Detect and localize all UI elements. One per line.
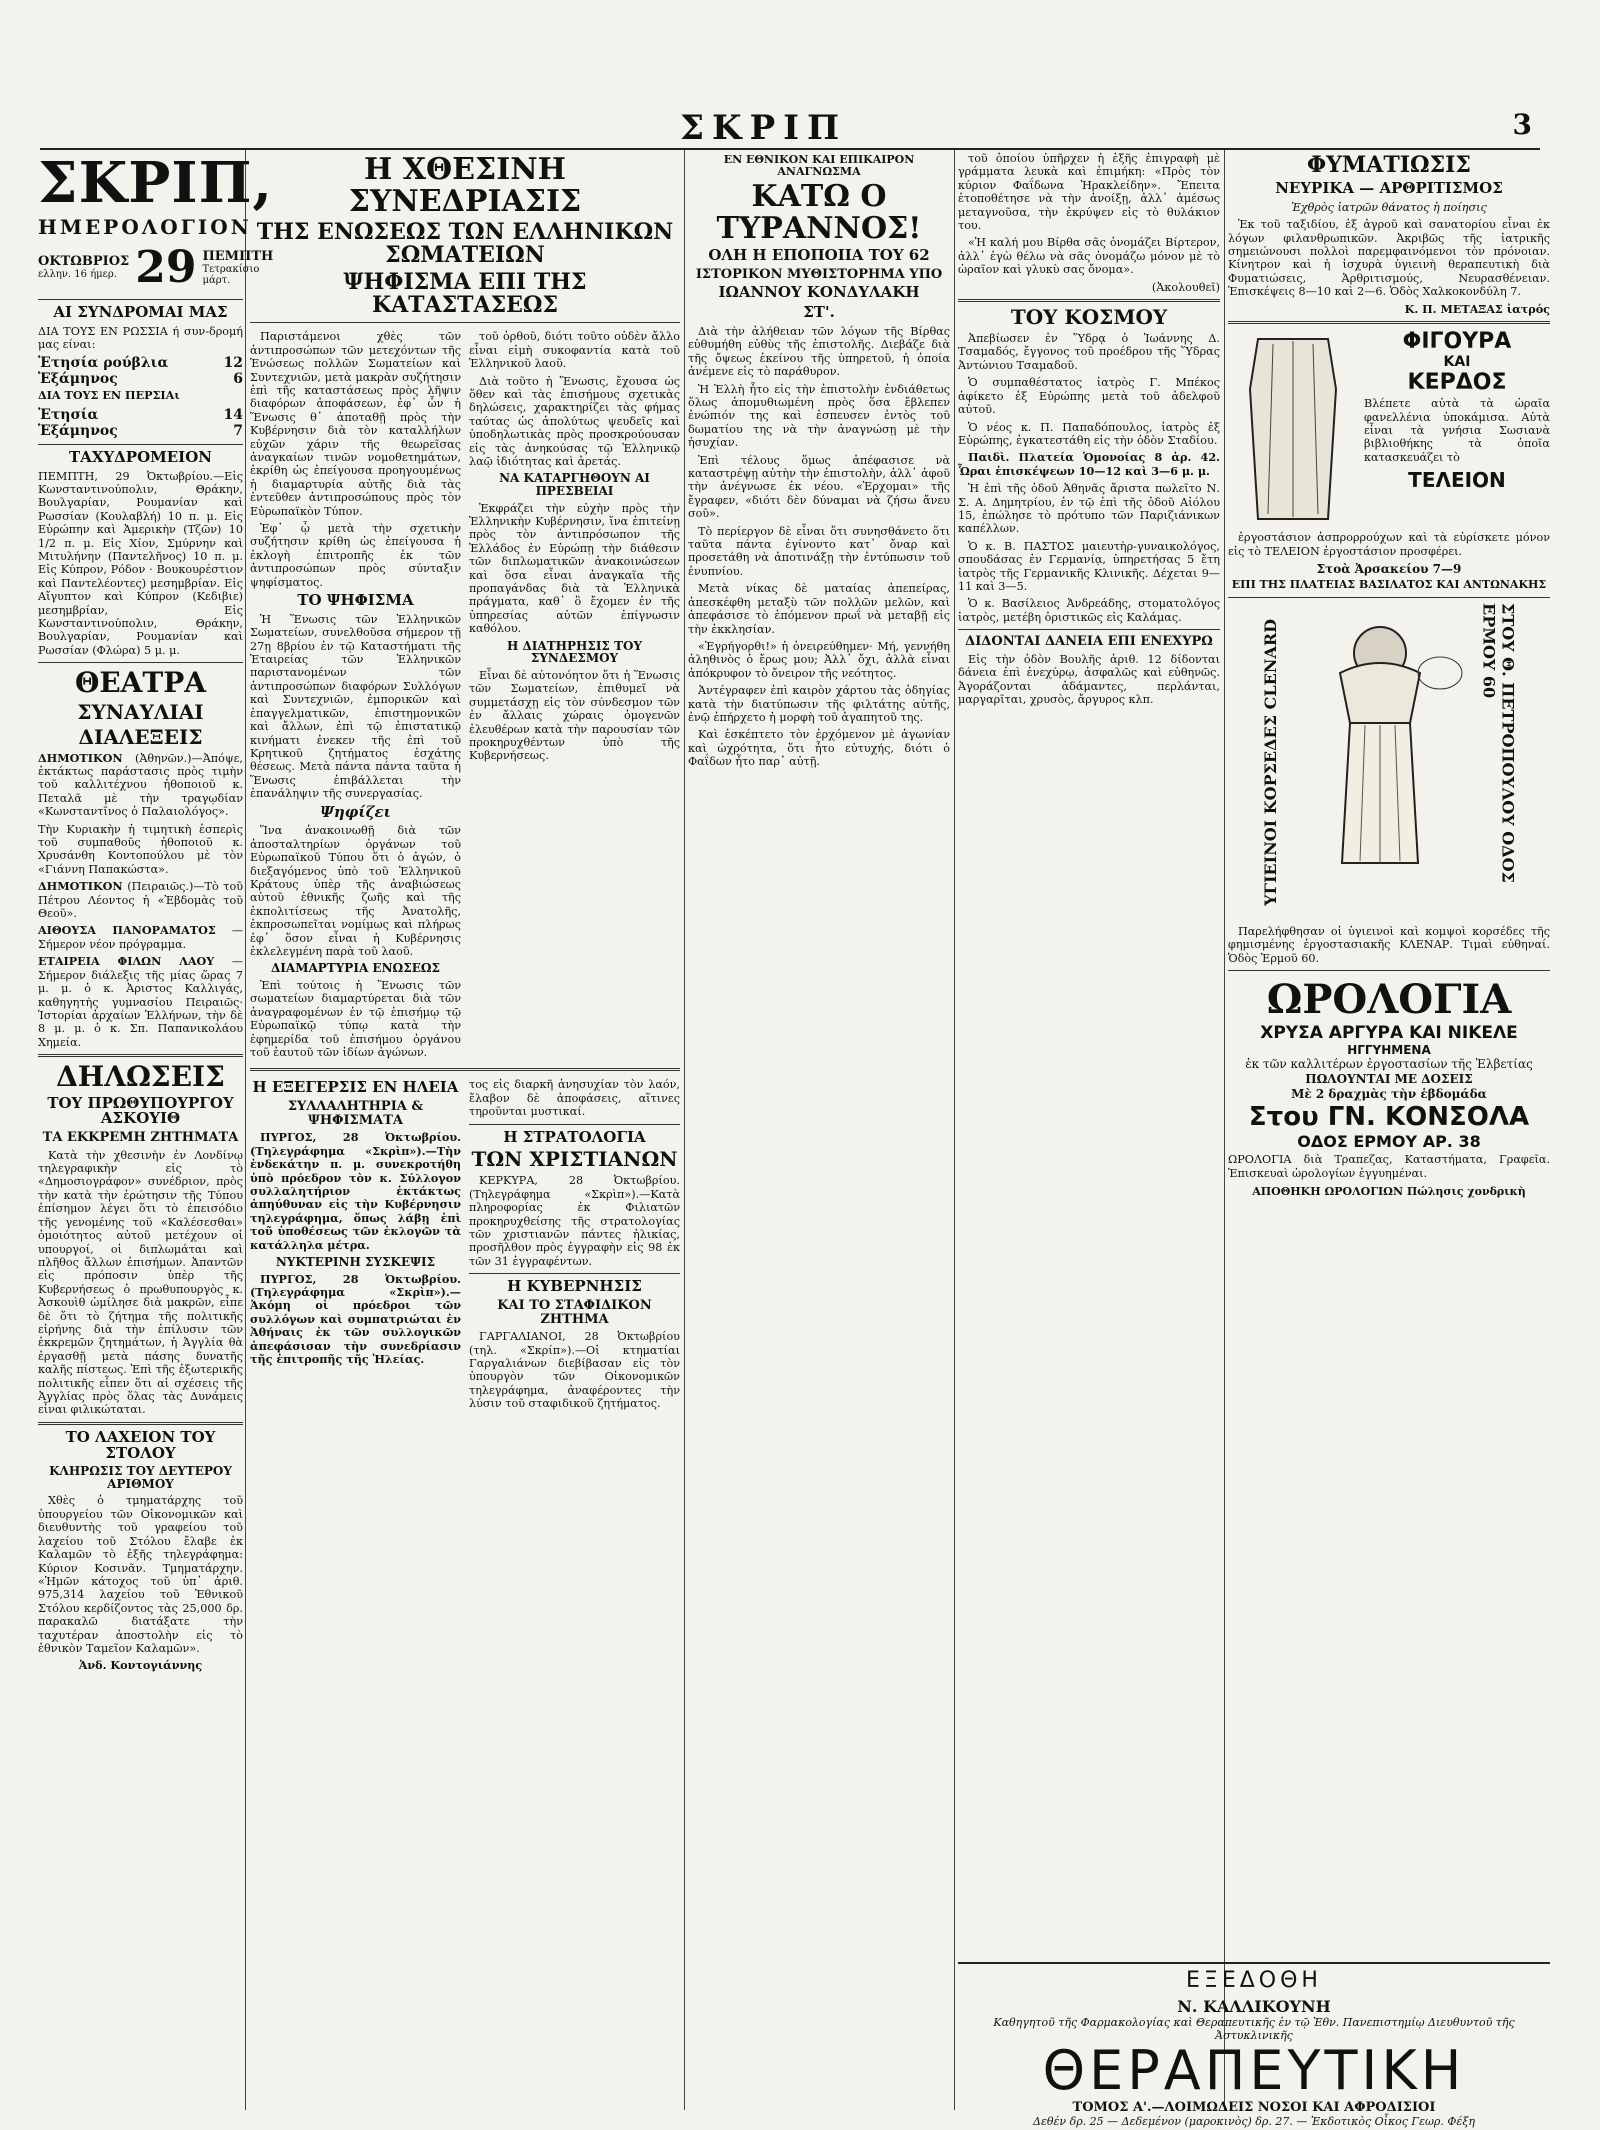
government-subtitle: ΚΑΙ ΤΟ ΣΤΑΦΙΔΙΚΟΝ ΖΗΤΗΜΑ [497, 1297, 652, 1327]
world-title: ΤΟΥ ΚΟΣΜΟΥ [1010, 305, 1168, 330]
subscriptions-title: ΑΙ ΣΥΝΔΡΟΜΑΙ ΜΑΣ [53, 302, 228, 321]
divider [1228, 597, 1550, 598]
subdate-right: Τετρακίσιο μάρτ. [202, 263, 260, 286]
figure-text-2: ἐργοστάσιον ἀσπρορρούχων καὶ τὰ εὑρίσκετε μόνον εἰς τὸ ΤΕΛΕΙΟΝ ἐργοστάσιον προσφέρει. [1228, 531, 1550, 558]
masthead [40, 108, 1540, 148]
divider [469, 1124, 680, 1125]
concerts-title: ΣΥΝΑΥΛΙΑΙ [77, 699, 204, 724]
serial-continues: (Ἀκολουθεῖ) [1151, 280, 1220, 294]
clocks-subtitle: ΧΡΥΣΑ ΑΡΓΥΡΑ ΚΑΙ ΝΙΚΕΛΕ [1260, 1023, 1518, 1044]
divider [469, 1273, 680, 1274]
divider [38, 1054, 243, 1057]
serial-subtitle-2: ΙΣΤΟΡΙΚΟΝ ΜΥΘΙΣΤΟΡΗΜΑ ΥΠΟ [695, 266, 943, 282]
theatre-name: ΕΤΑΙΡΕΙΑ ΦΙΛΩΝ ΛΑΟΥ [38, 954, 215, 969]
abolish-title: ΝΑ ΚΑΤΑΡΓΗΘΟΥΝ ΑΙ ΠΡΕΣΒΕΙΑΙ [499, 471, 650, 499]
theatre-text: (Ἀθηνῶν.)—Ἀπόψε, ἐκτάκτως παράστασις πρὸς τιμὴν τοῦ καλλιτέχνου ἠθοποιοῦ κ. Πεταλᾶ μὲ τὴν τραγῳδίαν «Κωνσταντῖνος ὁ Παλαιολόγος». [38, 751, 243, 819]
subs-value: 6 [233, 371, 243, 388]
book-ad [958, 1962, 1550, 2128]
ilia-right [469, 1076, 680, 1414]
book-volume: ΤΟΜΟΣ Α'.—ΛΟΙΜΩΔΕΙΣ ΝΟΣΟΙ ΚΑΙ ΑΦΡΟΔΙΣΙΟΙ [1072, 2100, 1436, 2115]
subs-value: 14 [223, 406, 243, 423]
book-price: Δεθέν δρ. 25 — Δεδεμένον (μαροκινὸς) δρ. 27. — Ἐκδοτικὸς Οἶκος Γεωρ. Φέξη [1033, 2115, 1475, 2128]
divider [38, 299, 243, 300]
subs-value: 12 [223, 355, 243, 372]
clocks-text-2: ΩΡΟΛΟΓΙΑ διὰ Τραπεζας, Καταστήματα, Γραφεῖα. Ἐπισκευαὶ ὡρολογίων ἐγγυημέναι. [1228, 1153, 1550, 1180]
month: ΟΚΤΩΒΡΙΟΣ [38, 254, 130, 270]
theatre-entry [38, 880, 243, 920]
figure-profit: ΚΕΡΔΟΣ [1407, 370, 1507, 396]
pm-subtitle: ΤΟΥ ΠΡΩΘΥΠΟΥΡΓΟΥ ΑΣΚΟΥΙΘ [47, 1093, 234, 1128]
calendar-date [38, 241, 274, 293]
abolish-text: Ἐκφράζει τὴν εὐχὴν πρὸς τὴν Ἑλληνικὴν Κυβέρνησιν, ἵνα ἐπιτείνῃ πρὸς τὸν ἀντιπρόσωπον τῆς Ἑλλάδος ἐν Εὐρώπῃ τὴν διάθεσιν τῶν διπλωματικῶν ἀνακοινώσεων καὶ ὅσα εἶναι ἀναγκαῖα τῆς προπαγάνδας διὰ τὰ Ἑλληνικὰ πράγματα, καθ᾽ ὃ ἔχομεν ἐν τῆς ὑπηρεσίας αὐτῶν ἐπίγνωσιν καθόλου. [469, 501, 680, 636]
world-paragraph: Παιδὶ. Πλατεία Ὁμονοίας 8 ἀρ. 42. Ὧραι ἐπισκέψεων 10—12 καὶ 3—6 μ. μ. [958, 450, 1220, 478]
divider [250, 322, 680, 323]
pm-text: Κατὰ τὴν χθεσινὴν ἐν Λονδίνῳ τηλεγραφικὴν εἰς τὸ «Δημοσιογράφον» συνέδριον, πρὸς τὴν κατὰ τὴν ἐρώτησιν τῆς Τύπου ἐπίσημον λέγει ὅτι τὸ ἐπεισόδιο τῆς γενομένης τοῦ «Καλέσεσθαι» ὁμοιότητος αὐτοῦ μετέχουν οἱ υπουργοί, οἱ διπλωμάται καὶ πλῆθος ἄλλων ἐπισήμων. Ἀπαντῶν εἰς πρόποσιν ὑπὲρ τῆς Κυβερνήσεως ὁ πρωθυπουργὸς κ. Ἀσκουὶθ ὡμίλησε διὰ μακρῶν, εἶπε δὲ ὅτι τὸ ζήτημα τῆς πολιτικῆς εἰρήνης διὰ τὴν ἐπίλυσιν τῶν ἐκκρεμῶν ζητημάτων, ἡ Ἀγγλία θὰ ἐργασθῇ μετὰ πάσης δυνατῆς καλῆς πίστεως. Ἐπὶ τῆς ἐξωτερικῆς πολιτικῆς εἶπεν ὅτι αἱ σχέσεις τῆς Ἀγγλίας πρὸς ὅλας τὰς Δυνάμεις εἶναι φιλικώταται. [38, 1148, 243, 1417]
figure-and: ΚΑΙ [1443, 354, 1471, 371]
ilia-subtitle-2: ΝΥΚΤΕΡΙΝΗ ΣΥΣΚΕΨΙΣ [275, 1255, 436, 1270]
vote-title: ΤΟ ΨΗΦΙΣΜΑ [297, 591, 414, 610]
world-paragraph: Ὁ συμπαθέστατος ἰατρὸς Γ. Μπέκος ἀφίκετο ἐξ Εὐρώπης μετὰ τοῦ ἀδελφοῦ αὐτοῦ. [958, 376, 1220, 417]
book-published: ΕΞΕΔΟΘΗ [1186, 1968, 1322, 1993]
figure-brand: ΤΕΛΕΙΟΝ [1408, 468, 1506, 493]
column-divider [684, 150, 685, 2110]
page-number: 3 [1512, 108, 1532, 141]
phthisis-text: Ἐκ τοῦ ταξιδίου, ἐξ ἀγροῦ καὶ σανατορίου εἶναι ἐκ λόγων φιλανθρωπικῶν. Ἀκριβῶς τῆς ἰατρικῆς σημειώνουσι πολλοὶ παρεμφαινόμενοι τὸν πρόνοιαν. Κίνητρον καὶ ἡ ἰσχυρὰ ὑγιεινὴ θεραπευτικὴ διὰ Φυματιώσεις, Ἀρθριτισμούς, Νευρασθένειαν. Ἐπισκέψεις 8—10 καὶ 2—6. Ὁδὸς Χαλκοκονδύλη 7. [1228, 218, 1550, 299]
serial-paragraph: Ἡ Ἑλλὴ ἦτο εἰς τὴν ἐπιστολὴν ἐνδιάθετως ὅλως ἀπομυθιωμένη πρὸς ὅσα ἔβλεπεν ἐνώπιόν της καὶ ἐσπευσεν ἐντὸς τοῦ δωματίου της νὰ τὴν ἀναγνώσῃ μὲ τὴν ἡσυχίαν. [688, 382, 950, 450]
serial-chapter: ΣΤ'. [803, 303, 835, 322]
serial-paragraph: Ἀντέγραφεν ἐπὶ καιρὸν χάρτου τὰς ὁδηγίας κατὰ τὴν διατύπωσιν τῆς φιλτάτης αὐτῆς, ἐνῷ ἐπήρχετο ἡ μορφὴ τοῦ ἀγαπητοῦ της. [688, 684, 950, 724]
column-divider [954, 150, 955, 2110]
theatre-entry [38, 823, 243, 877]
navy-subtitle: ΚΛΗΡΩΣΙΣ ΤΟΥ ΔΕΥΤΕΡΟΥ ΑΡΙΘΜΟΥ [49, 1464, 232, 1491]
world-paragraph: Ὁ νέος κ. Π. Παπαδόπουλος, ἰατρὸς ἐξ Εὐρώπης, ἐγκατεστάθη εἰς τὴν ὁδὸν Σταδίου. [958, 420, 1220, 447]
column-4 [958, 150, 1220, 710]
post-office-text: ΠΕΜΠΤΗ, 29 Ὀκτωβρίου.—Εἰς Κωνσταντινούπολιν, Θράκην, Βουλγαρίαν, Ρουμανίαν καὶ Ρωσσίαν (Κουλαβλή) 10 π. μ. Εἰς Εὐρώπην καὶ Ἀμερικὴν (Τζῶν) 10 1/2 π. μ. Εἰς Χίον, Σμύρνην καὶ Μιτυλήνην (Παντελῆνος) 10 π. μ. Εἰς Κύπρον, Ρόδον · Βουκουρέστιον καὶ Παντελέοντες) μεσημβρίαν. Εἰς Αἴγυπτον καὶ Κύπρον (Κεδιβιε) μεσημβρίαν, Εἰς Κωνσταντινούπολιν, Θράκην, Βουλγαρίαν, Ρουμανίαν καὶ Ρωσσίαν (Φλώρα) 5 μ. μ. [38, 469, 243, 657]
subs-row [38, 355, 243, 371]
corset-side-left: ΥΓΙΕΙΝΟΙ ΚΟΡΣΕΔΕΣ CLENARD [1260, 619, 1280, 907]
ilia-subtitle: ΣΥΛΛΑΛΗΤΗΡΙΑ & ΨΗΦΙΣΜΑΤΑ [287, 1099, 424, 1128]
figure-text: Βλέπετε αὐτὰ τὰ ὡραῖα φανελλένια ὑποκάμισα. Αὐτὰ εἶναι τὰ γνήσια Σωσιανὰ βιβλιοθήκης τὰ ὁποῖα κατασκευάζει τὸ [1364, 397, 1550, 464]
meeting-title: Η ΧΘΕΣΙΝΗ ΣΥΝΕΔΡΙΑΣΙΣ [348, 152, 582, 219]
corset-side-right: ΣΤΟΥ Θ. ΠΕΤΡΟΠΟΥΛΟΥ ΟΔΟΣ ΕΡΜΟΥ 60 [1479, 602, 1518, 883]
theatre-text: —Σήμερον νέον πρόγραμμα. [38, 924, 244, 951]
conscription-title: Η ΣΤΡΑΤΟΛΟΓΙΑ [503, 1127, 646, 1146]
clocks-shop: Στου ΓΝ. ΚΟΝΣΟΛΑ [1248, 1102, 1530, 1133]
phthisis-title: ΦΥΜΑΤΙΩΣΙΣ [1307, 152, 1471, 178]
subs-row [38, 407, 243, 423]
subs-label: Ἐτησία [38, 406, 99, 423]
conscription-text: ΚΕΡΚΥΡΑ, 28 Ὀκτωβρίου. (Τηλεγράφημα «Σκρὶπ»).—Κατὰ πληροφορίας ἐκ Φιλιατῶν προκηρυχθείσης τῆς στρατολογίας τῶν χριστιανῶν πάντες ἡλικίας, προσῆλθον πρὸς ἐγγραφὴν εἰς 98 ἐκ τῶν 31 ἐγγραφέντων. [469, 1174, 680, 1268]
conscription-subtitle: ΤΩΝ ΧΡΙΣΤΙΑΝΩΝ [471, 1147, 678, 1172]
serial-continued: τοῦ ὁποίου ὑπῆρχεν ἡ ἑξῆς ἐπιγραφὴ μὲ γράμματα λευκὰ καὶ ἐπιμήκη: «Πρὸς τὸν κύριον Φαΐδωνα Ἡρακλείδην». Ἔπειτα ἐτοποθέτησε νὰ τὴν ἀνοίξῃ, ἀλλ᾽ ἀμέσως μεταγνοῦσα, τὴν ἐκρύψεν εἰς τὸ θυλάκιον του. [958, 152, 1220, 233]
protest-text: Ἐπὶ τούτοις ἡ Ἕνωσις τῶν σωματείων διαμαρτύρεται διὰ τῶν ἀναγραφομένων ἐν τῷ ἐπισήμῳ τῷ Εὐρωπαϊκῷ τύπῳ κατὰ τὴν ἐφημερίδα τοῦ ἐπισήμου ὀργάνου τοῦ ἑαυτοῦ τῶν ἰδίων ἀγώνων. [250, 978, 461, 1059]
serial-continued: «Ἡ καλή μου Βίρθα σᾶς ὀνομάζει Βίρτερον, ἀλλ᾽ ἐγὼ θέλω νὰ σᾶς ὀνομάζω μόνον μὲ τὸ ὡραῖον καὶ γλυκὺ σας ὄνομα». [958, 236, 1220, 277]
theatre-text: —Σήμερον διάλεξις τῆς μίας ὥρας 7 μ. μ. ὁ κ. Ἀριστος Καλλιγάς, καθηγητὴς γυμνασίου Πειραιῶς· Ἱστορίαι ἀρχαίων Ἑλλήνων, τὴν δὲ 8 μ. μ. ὁ κ. Σπ. Παπανικολάου Χημεία. [38, 955, 243, 1049]
divider [38, 444, 243, 445]
pm-title: ΔΗΛΩΣΕΙΣ [56, 1060, 225, 1094]
subs-label: Ἑξάμηνος [38, 422, 118, 439]
meeting-columns [250, 328, 680, 1063]
keep-text: Εἶναι δὲ αὐτονόητον ὅτι ἡ Ἕνωσις τῶν Σωματείων, ἐπιθυμεῖ νὰ συμμετάσχῃ εἰς τὸν σύνδεσμον τῶν ἐν ἄλλαις χώραις ὁμογενῶν ἐλευθέρων κατὰ τὴν παρουσίαν τῶν προκηρυχθέντων ὑπὸ τῆς Κυβερνήσεως. [469, 668, 680, 763]
figure-address: Στοὰ Ἀρσακείου 7—9 [1316, 561, 1462, 576]
ilia-title: Η ΕΞΕΓΕΡΣΙΣ ΕΝ ΗΛΕΙΑ [252, 1078, 459, 1097]
phthisis-quote: Ἐχθρὸς ἰατρῶν θάνατος ἡ ποίησις [1291, 200, 1487, 214]
ilia-left [250, 1076, 461, 1414]
clocks-text: ἐκ τῶν καλλιτέρων ἐργοστασίων τῆς Ἑλβετίας [1245, 1057, 1533, 1072]
divider [958, 299, 1220, 302]
meeting-paragraph: Παριστάμενοι χθὲς τῶν ἀντιπροσώπων τῶν μετεχόντων τῆς Ἑνώσεως πολλῶν Σωματείων καὶ Συντεχνιῶν, μετὰ μακρὰν συζήτησιν ἐπὶ τῆς καταστάσεως πρὸς λῆψιν διαφόρων ἀποφάσεων, ἐφ᾽ ὧν ἡ Ἕνωσις θ᾽ ἀποταθῇ πρὸς τὴν Κυβέρνησιν διὰ τὸν καταλλήλων εὐχῶν χάριν τῆς θεωρεῖσας ἀναγκαίων τινῶν νομοθετημάτων, ἐκρίθη ὡς ἐπείγουσα προηγουμένως ἡ διαμαρτυρία αὐτῆς διὰ τὰς ἐντεῦθεν ἀντιπροσώπους πρὸς τὸν Εὐρωπαϊκὸν Τύπον. [250, 330, 461, 518]
subs-row [38, 423, 243, 439]
column-2 [250, 150, 680, 1415]
serial-paragraph: Διὰ τὴν ἀλήθειαν τῶν λόγων τῆς Βίρθας εὐθυμήθη εὐθὺς τῆς ἐπιστολῆς. Διεβάζε διὰ τῆς ὄψεως ἐκείνου τῆς ὑπηρετοῦ, ἡ ὁποία ἀνέμενε εἰς τὸ παράθυρον. [688, 324, 950, 379]
serial-paragraph: Μετὰ νίκας δὲ ματαίας ἀπεπείρας, ἀπεσκέφθη μεταξὺ τῶν πολλῶν μελῶν, καὶ ἀπεφάσισε τὸ ἐπόμενον πρωΐ νὰ μεταβῇ εἰς τὴν ἐκκλησίαν. [688, 582, 950, 636]
meeting-right [469, 328, 680, 1063]
protest-title: ΔΙΑΜΑΡΤΥΡΙΑ ΕΝΩΣΕΩΣ [270, 961, 441, 976]
government-title: Η ΚΥΒΕΡΝΗΣΙΣ [507, 1277, 642, 1296]
subs-label: Ἑξάμηνος [38, 371, 118, 388]
ilia-text: ΠΥΡΓΟΣ, 28 Ὀκτωβρίου. (Τηλεγράφημα «Σκρὶπ»).—Τὴν ἐνδεκάτην π. μ. συνεκροτήθη ὑπὸ πρόεδρον τὸν κ. Σύλλογον συλλαλητήριον ἐκτάκτως ἀπηύθυναν εἰς τὴν Κυβέρνησιν τηλεγράφημα, ὅπως λάβῃ ἐπὶ τοῦ ὑποθέσεως τῶν ἐκλογῶν τὰ κατάλληλα μέτρα. [250, 1130, 461, 1252]
lectures-title: ΔΙΑΛΕΞΕΙΣ [78, 724, 203, 749]
government-text: ΓΑΡΓΑΛΙΑΝΟΙ, 28 Ὀκτωβρίου (τηλ. «Σκρίπ»).—Οἱ κτηματίαι Γαργαλιάνων διεβίβασαν εἰς τὸν ὑπουργὸν τῶν Οἰκονομικῶν τηλεγράφημα, ἀναφέροντες τὴν λύσιν τοῦ σταφιδικοῦ ζητήματος. [469, 1330, 680, 1411]
theatre-entry [38, 924, 243, 951]
meeting-paragraph: Ἐφ᾽ ᾧ μετὰ τὴν σχετικὴν συζήτησιν κρίθη ὡς ἐπείγουσα ἡ ἐκλογὴ ἐπιτροπῆς ἐκ τῶν ἀντιπροσώπων πρὸς σύνταξιν ψηφίσματος. [250, 522, 461, 589]
navy-title: ΤΟ ΛΑΧΕΙΟΝ ΤΟΥ ΣΤΟΛΟΥ [65, 1427, 216, 1462]
divider [38, 662, 243, 663]
clocks-sale: ΠΩΛΟΥΝΤΑΙ ΜΕ ΔΟΣΕΙΣ [1305, 1072, 1473, 1087]
divider [38, 1422, 243, 1425]
subscriptions-russia: ΔΙΑ ΤΟΥΣ ΕΝ ΡΩΣΣΙΑ ή συν-δρομή μας είναι: [38, 324, 243, 351]
psifizei-title: Ψηφίζει [320, 802, 391, 821]
world-paragraph: Ἡ ἐπὶ τῆς ὁδοῦ Ἀθηνᾶς ἄριστα πωλεῖτο Ν. Σ. Α. Δημητρίου, ἐν τῷ ἐπὶ τῆς ὁδοῦ Αἰόλου 15, ἐπώλησε τὸ πρότυπο τῶν Παριζιάνικων καπέλλων. [958, 482, 1220, 536]
theatre-name: ΔΗΜΟΤΙΚΟΝ [38, 750, 123, 765]
figure-ad-text [1364, 329, 1550, 529]
meeting-subtitle: ΤΗΣ ΕΝΩΣΕΩΣ ΤΩΝ ΕΛΛΗΝΙΚΩΝ ΣΩΜΑΤΕΙΩΝ [256, 219, 674, 269]
logo: ΣΚΡΙΠ, [38, 150, 273, 216]
post-office-title: ΤΑΧΥΔΡΟΜΕΙΟΝ [69, 447, 212, 466]
loans-text: Εἰς τὴν ὁδὸν Βουλῆς ἀριθ. 12 δίδονται δάνεια ἐπὶ ἐνεχύρῳ, ἀσφαλῶς καὶ εὐθηνῶς. Ἀγοράζονται ἀδάμαντες, περλάνται, μαργαρῖται, χρυσὸς, ἄργυρος κλπ. [958, 652, 1220, 707]
theatre-title: ΘΕΑΤΡΑ [74, 666, 207, 700]
book-author-desc: Καθηγητοῦ τῆς Φαρμακολογίας καὶ Θεραπευτικῆς ἐν τῷ Ἐθν. Πανεπιστημίῳ Διευθυντοῦ τῆς Ἀστυκλινικῆς [993, 2016, 1515, 2042]
theatre-text: Τὴν Κυριακὴν ἡ τιμητικὴ ἑσπερὶς τοῦ συμπαθοῦς ἠθοποιοῦ κ. Χρυσάνθη Κοντοπούλου μὲ τὸν «Γιάννη Παπακώστα». [38, 822, 243, 876]
world-paragraph: Ὁ κ. Βασίλειος Ἀνδρεάδης, στοματολόγος ἰατρὸς, μετέβη ὁριστικῶς εἰς Καλάμας. [958, 597, 1220, 624]
psifizei-text: Ἵνα ἀνακοινωθῇ διὰ τῶν ἀποσταλτηρίων ὀργάνων τοῦ Εὐρωπαϊκοῦ Τύπου ὅτι ὁ ἀγών, ὁ διεξαγόμενος ὑπὸ τοῦ Ἑλληνικοῦ Κράτους ὑπὲρ τῆς ἀναβιώσεως αὐτοῦ ἐθνικῆς ζωῆς καὶ τῆς ἐκπολιτίσεως τῆς Ἀνατολῆς, ἐκπροσωπεῖται νομίμως καὶ πλήρως ἐφ᾽ ὅσον εἶναι ἡ Κυβέρνησις ἐκλελεγμένη παρὰ τοῦ λαοῦ. [250, 824, 461, 958]
figure-title: ΦΙΓΟΥΡΑ [1402, 329, 1512, 355]
serial-subtitle: ΟΛΗ Η ΕΠΟΠΟΙΙΑ ΤΟΥ 62 [708, 246, 930, 265]
keep-title: Η ΔΙΑΤΗΡΗΣΙΣ ΤΟΥ ΣΥΝΔΕΣΜΟΥ [506, 638, 643, 666]
book-title: ΘΕΡΑΠΕΥΤΙΚΗ [1042, 2039, 1466, 2102]
subdate-left: ελλην. 16 ήμερ. [38, 269, 117, 281]
theatre-entry [38, 955, 243, 1049]
ilia-section [250, 1076, 680, 1414]
book-author: Ν. ΚΑΛΛΙΚΟΥΝΗ [1177, 1997, 1331, 2016]
serial-paragraph: «Ἐγρήγορθι!» ἡ ὀνειρεύθημεν· Μή, γεννήθη ἀληθινὸς ὁ ἔρως μου; Ἀλλ᾽ ὄχι, ἀλλὰ εἶναι ἀπόκρυφον τὸ ὄνειρον τῆς νεότητος. [688, 639, 950, 680]
corset-ad [1228, 603, 1550, 923]
serial-kicker: ΕΝ ΕΘΝΙΚΟΝ ΚΑΙ ΕΠΙΚΑΙΡΟΝ ΑΝΑΓΝΩΣΜΑ [723, 153, 915, 178]
clocks-title: ΩΡΟΛΟΓΙΑ [1266, 976, 1512, 1024]
figure-address-2: ΕΠΙ ΤΗΣ ΠΛΑΤΕΙΑΣ ΒΑΣΙΛΑΤΟΣ ΚΑΙ ΑΝΤΩΝΑΚΗΣ [1231, 577, 1547, 591]
serial-paragraph: Ἐπὶ τέλους ὅμως ἀπέφασισε νὰ καταστρέψῃ αὐτὴν τὴν ἐπιστολὴν, ἀλλ᾽ ἀφοῦ τὴν ἀνέγνωσε ἐκ νέου. «Ἐρχομαι» τῆς ἔγραφεν, «διότι δὲν δύναμαι νὰ ζήσω ἄνευ σοῦ». [688, 453, 950, 521]
divider [958, 629, 1220, 630]
pm-subhead: ΤΑ ΕΚΚΡΕΜΗ ΖΗΤΗΜΑΤΑ [42, 1130, 239, 1146]
divider [1228, 321, 1550, 324]
weekday: ΠΕΜΠΤΗ [202, 248, 274, 264]
phthisis-sign: Κ. Π. ΜΕΤΑΞΑΣ ἰατρός [1404, 301, 1550, 316]
divider [1228, 970, 1550, 971]
subs-label: Ἐτησία ρούβλια [38, 355, 169, 372]
corset-image [1228, 329, 1358, 529]
meeting-paragraph: τοῦ ὀρθοῦ, διότι τοῦτο οὐδὲν ἄλλο εἶναι εἰμὴ συκοφαντία κατὰ τοῦ Ἑλληνικοῦ λαοῦ. [469, 330, 680, 371]
bridge-text: τος εἰς διαρκῆ ἀνησυχίαν τὸν λαόν, ἔλαβον δὲ ἀποφάσεις, αἵτινες τηροῦνται μυστικαί. [469, 1078, 680, 1119]
clocks-footer: ΑΠΟΘΗΚΗ ΩΡΟΛΟΓΙΩΝ Πώλησις χονδρικὴ [1252, 1184, 1526, 1198]
loans-title: ΔΙΔΟΝΤΑΙ ΔΑΝΕΙΑ ΕΠΙ ΕΝΕΧΥΡΩ [965, 634, 1213, 650]
world-paragraph: Ὁ κ. Β. ΠΑΣΤΟΣ μαιευτὴρ-γυναικολόγος, σπουδάσας ἐν Γερμανίᾳ, ὑπηρετήσας 5 ἔτη ἰατρὸς τῆς Γερμανικῆς Κλινικῆς. Δέχεται 9—11 καὶ 3—5. [958, 539, 1220, 593]
serial-paragraph: Καὶ ἐσκέπτετο τὸν ἐρχόμενον μὲ ἀγωνίαν καὶ ὠχρότητα, ὅτι ἦτο εὐτυχής, διότι ὁ Φαΐδων ἦτο παρ᾽ αὐτῇ. [688, 728, 950, 769]
vote-text: Ἡ Ἕνωσις τῶν Ἑλληνικῶν Σωματείων, συνελθοῦσα σήμερον τῇ 27ῃ 8βρίου ἐν τῷ Καταστήματι τῆς Ἑταιρείας τῶν Ἑλληνικῶν παριστανομένων τῶν ἀντιπροσώπων διαφόρων Συλλόγων καὶ Συντεχνιῶν, ἐμπορικῶν καὶ ἐπαγγελματικῶν, ἐπιστημονικῶν καὶ ἄλλων, ἐπὶ τῷ ἐπιστατικῷ κινήματι ἐνεκεν τῆς ἐπὶ τοῦ Κρητικοῦ ζητήματος ἐσχάτης θέσεως. Μετὰ πάντα πάντα ταῦτα ἡ Ἕνωσις ἐπιβάλλεται τὴν ἐπανάληψιν τῆς συνεργασίας. [250, 612, 461, 801]
corset-woman-image [1280, 613, 1480, 913]
subs-value: 7 [233, 422, 243, 439]
meeting-paragraph: Διὰ τοῦτο ἡ Ἕνωσις, ἔχουσα ὡς ὅθεν καὶ τὰς ἐπισήμους σχετικὰς δηλώσεις, χαρακτηρίζει τὰς φήμας ταύτας ὡς ἀπολύτως ψευδεῖς καὶ ὑποδηλωτικὰς πρὸς προσκρούουσαν εἰς τὰς ἀνηκούσας τῷ Ἑλληνικῷ λαῷ ἰδιότητας καὶ ἀρετάς. [469, 374, 680, 469]
theatre-text: (Πειραιῶς.)—Τὸ τοῦ Πέτρου Λέοντος ἡ «Ἐβδομὰς τοῦ Θεοῦ». [38, 880, 243, 921]
figure-ad [1228, 329, 1550, 529]
column-divider [1224, 150, 1225, 2110]
subscriptions-persia: ΔΙΑ ΤΟΥΣ ΕΝ ΠΕΡΣΙΑι [38, 388, 180, 403]
clocks-installment: Μὲ 2 δραχμὰς τὴν ἑβδομάδα [1291, 1087, 1487, 1102]
column-5 [1228, 150, 1550, 1199]
clocks-subtitle-2: ΗΓΓΥΗΜΕΝΑ [1347, 1043, 1431, 1058]
clocks-address: ΟΔΟΣ ΕΡΜΟΥ ΑΡ. 38 [1297, 1132, 1481, 1152]
divider [250, 1068, 680, 1071]
column-1 [38, 150, 274, 1677]
world-paragraph: Ἀπεβίωσεν ἐν Ὕδρᾳ ὁ Ἰωάννης Δ. Τσαμαδός, ἔγγονος τοῦ προέδρου τῆς Ὕδρας Ἀντώνιου Τσαμαδοῦ. [958, 332, 1220, 372]
day-number: 29 [135, 241, 197, 293]
navy-text: Χθὲς ὁ τμηματάρχης τοῦ ὑπουργείου τῶν Οἰκονομικῶν καὶ διευθυντὴς τοῦ γραφείου τοῦ λαχείου τοῦ Στόλου ἔλαβε ἐκ Καλαμῶν τὸ ἑξῆς τηλεγράφημα: Κύριον Κοσινᾶν. Τμηματάρχην. «Ἡμῶν κάτοχος τοῦ ὑπ᾽ ἀριθ. 975,314 λαχείου τοῦ Ἐθνικοῦ Στόλου κερδίζοντος τὰς 25,000 δρ. παρακαλῶ διατάξατε τὴν ταχυτέραν ἀποστολὴν εἰς τὸ ἐθνικὸν Ταμεῖον Καλαμῶν». [38, 1494, 243, 1655]
meeting-resolution-title: ΨΗΦΙΣΜΑ ΕΠΙ ΤΗΣ ΚΑΤΑΣΤΑΣΕΩΣ [343, 269, 587, 319]
theatre-name: ΔΗΜΟΤΙΚΟΝ [38, 879, 123, 894]
theatre-name: ΑΙΘΟΥΣΑ ΠΑΝΟΡΑΜΑΤΟΣ [38, 923, 216, 938]
calendar-title: ΗΜΕΡΟΛΟΓΙΟΝ [38, 214, 252, 239]
subs-row [38, 371, 243, 387]
serial-title: ΚΑΤΩ Ο ΤΥΡΑΝΝΟΣ! [716, 179, 922, 246]
corset-text: Παρελήφθησαν οἱ ὑγιεινοὶ καὶ κομψοὶ κορσέδες τῆς φημισμένης ἐργοστασιακῆς ΚΛΕΝΑΡ. Τιμαὶ εὐθηναί. Ὁδὸς Ἑρμοῦ 60. [1228, 924, 1550, 965]
serial-paragraph: Τὸ περίεργον δὲ εἶναι ὅτι συνησθάνετο ὅτι ταῦτα πάντα ἐγίνοντο κατ᾽ ὄναρ καὶ προσετάθη νὰ ἀποτινάξῃ τὴν ἐντύπωσιν τοῦ ἐνυπνίου. [688, 524, 950, 578]
column-3 [688, 150, 950, 773]
meeting-left [250, 328, 461, 1063]
navy-sign: Ἀνδ. Κοντογιάννης [78, 1658, 203, 1673]
phthisis-subtitle: ΝΕΥΡΙΚΑ — ΑΡΘΡΙΤΙΣΜΟΣ [1275, 179, 1503, 198]
theatre-entry [38, 752, 243, 819]
column-divider [245, 150, 246, 2110]
ilia-text-2: ΠΥΡΓΟΣ, 28 Ὀκτωβρίου. (Τηλεγράφημα «Σκρὶπ»).—Ἀκόμη οἱ πρόεδροι τῶν συλλόγων καὶ συμπατριώται ἐν Ἀθήναις ἐκ τῶν συλλογικῶν ἀπεφάσισαν τὴν συνεδρίασιν τῆς ἐπιτροπῆς τῆς Ἠλείας. [250, 1271, 461, 1367]
serial-author: ΙΩΑΝΝΟΥ ΚΟΝΔΥΛΑΚΗ [718, 283, 920, 302]
masthead-name: ΣΚΡΙΠ [680, 108, 848, 148]
